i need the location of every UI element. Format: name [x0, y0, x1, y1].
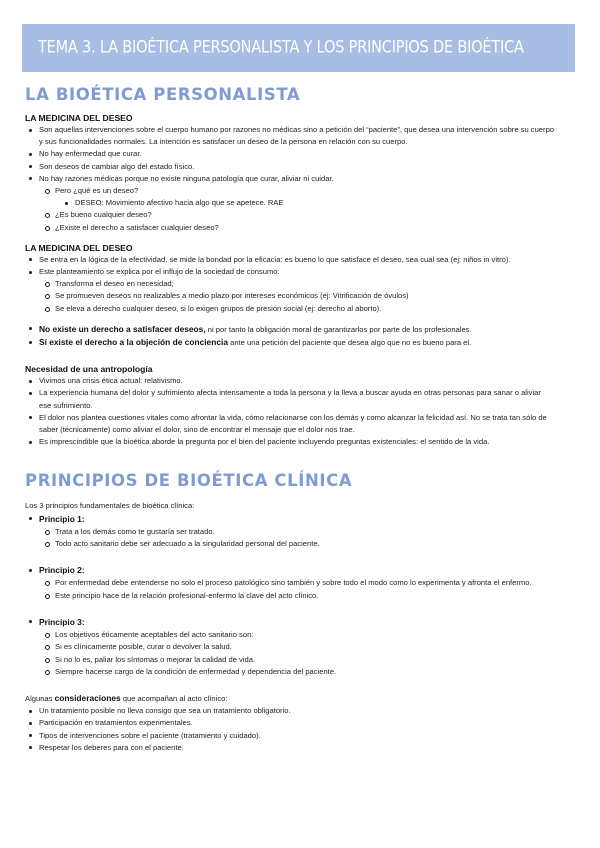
list-item	[25, 564, 555, 577]
sublist-deseo-question	[25, 185, 555, 197]
list-item: Si es clínicamente posible, curar o devolver la salud.	[41, 641, 555, 653]
principle-label: Principio 3:	[39, 616, 85, 627]
list-item: No hay razones médicas porque no existe ninguna patología que curar, aliviar ni cuidar.	[25, 173, 555, 185]
list-item: Tipos de intervenciones sobre el paciente (tratamiento y cuidado).	[25, 730, 555, 742]
document-body	[25, 84, 555, 754]
list-item: Este planteamiento se explica por el influjo de la sociedad de consumo:	[25, 266, 555, 278]
bold-statement: No existe un derecho a satisfacer deseos,	[39, 323, 206, 334]
list-item: ¿Existe el derecho a satisfacer cualquier deseo?	[41, 222, 555, 234]
bold-statement: Sí existe el derecho a la objeción de conciencia	[39, 337, 228, 348]
list-principio-3	[25, 616, 555, 629]
sublist-principio-1	[25, 526, 555, 550]
document-title: TEMA 3. LA BIOÉTICA PERSONALISTA Y LOS PRINCIPIOS DE BIOÉTICA	[38, 38, 524, 58]
list-item: Todo acto sanitario debe ser adecuado a la singularidad personal del paciente.	[41, 538, 555, 550]
list-item: Si no lo es, paliar los síntomas o mejorar la calidad de vida.	[41, 654, 555, 666]
list-item: DESEO: Movimiento afectivo hacia algo que se apetece. RAE	[61, 197, 555, 209]
subheading-medicina-deseo-2: LA MEDICINA DEL DESEO	[25, 242, 133, 253]
list-item: Trata a los demás como te gustaría ser tratado.	[41, 526, 555, 538]
statement-text: ante una petición del paciente que desea algo que no es bueno para el.	[227, 338, 472, 348]
list-item: Este principio hace de la relación profesional-enfermo la clave del acto clínico.	[41, 590, 555, 602]
list-item: Respetar los deberes para con el paciente.	[25, 742, 555, 754]
considerations-pre: Algunas	[25, 693, 55, 703]
list-item: Por enfermedad debe entenderse no solo el proceso patológico sino también y sobre todo el modo como lo experimenta y afronta el enfermo.	[41, 577, 555, 589]
subheading-antropologia: Necesidad de una antropología	[25, 364, 153, 375]
list-item: Se eleva a derecho cualquier deseo, si lo exigen grupos de presión social (ej: derecho al aborto).	[41, 303, 555, 315]
principle-label: Principio 1:	[39, 513, 85, 524]
list-item: Se promueven deseos no realizables a medio plazo por intereses económicos (ej: Vitrificación de óvulos)	[41, 290, 555, 302]
list-item: Participación en tratamientos experimentales.	[25, 717, 555, 729]
list-item	[25, 513, 555, 526]
list-item: Transforma el deseo en necesidad;	[41, 278, 555, 290]
list-item: Es imprescindible que la bioética aborde la pregunta por el bien del paciente incluyendo preguntas existenciales: el sentido de la vida.	[25, 436, 555, 448]
principle-label: Principio 2:	[39, 565, 85, 576]
list-antropologia	[25, 375, 555, 448]
sublist-deseo-definition	[25, 197, 555, 209]
list-item: Vivimos una crisis ética actual: relativismo.	[25, 375, 555, 387]
list-item: No hay enfermedad que curar.	[25, 148, 555, 160]
sublist-principio-3	[25, 629, 555, 678]
list-item: Son aquellas intervenciones sobre el cuerpo humano por razones no médicas sino a petición del “paciente”, que desea una intervención sobre su cuerpo y sus funcionalidades normales. La intención es satisfacer un deseo de la persona en relación con su cuerpo.	[25, 124, 555, 148]
sublist-deseo-questions	[25, 209, 555, 233]
principles-intro: Los 3 principios fundamentales de bioética clínica:	[25, 501, 195, 511]
list-item: Se entra en la lógica de la efectividad, se mide la bondad por la eficacia: es bueno lo que satisface el deseo, sea cual sea (ej: niños in vitro).	[25, 254, 555, 266]
list-item	[25, 336, 555, 349]
list-item	[25, 616, 555, 629]
list-item: ¿Es bueno cualquier deseo?	[41, 209, 555, 221]
list-derechos	[25, 323, 555, 349]
list-item	[25, 323, 555, 336]
considerations-bold: consideraciones	[54, 692, 121, 703]
subheading-medicina-deseo-1: LA MEDICINA DEL DESEO	[25, 113, 133, 123]
list-item: El dolor nos plantea cuestiones vitales como afrontar la vida, cómo relacionarse con los demás y como alcanzar la felicidad así. No se trata tan sólo de saber (técnicamente) como aliviar el dolor, sino de encontrar el mensaje que el dolor nos trae.	[25, 412, 555, 436]
list-medicina-deseo-2	[25, 254, 555, 278]
list-item: Los objetivos éticamente aceptables del acto sanitario son:	[41, 629, 555, 641]
list-item: Pero ¿qué es un deseo?	[41, 185, 555, 197]
list-consideraciones	[25, 705, 555, 754]
sublist-sociedad-consumo	[25, 278, 555, 315]
header-banner	[22, 24, 575, 72]
sublist-principio-2	[25, 577, 555, 601]
list-item: Son deseos de cambiar algo del estado físico.	[25, 161, 555, 173]
list-item: Un tratamiento posible no lleva consigo que sea un tratamiento obligatorio.	[25, 705, 555, 717]
list-principio-2	[25, 564, 555, 577]
section-title-principios: PRINCIPIOS DE BIOÉTICA CLÍNICA	[25, 471, 353, 491]
list-principio-1	[25, 513, 555, 526]
considerations-intro	[25, 692, 555, 705]
list-item: La experiencia humana del dolor y sufrimiento afecta intensamente a toda la persona y la lleva a buscar ayuda en otras personas para sanar o aliviar ese sufrimiento.	[25, 387, 555, 411]
list-medicina-deseo-1	[25, 124, 555, 185]
considerations-post: que acompañan al acto clínico:	[120, 693, 228, 703]
list-item: Siempre hacerse cargo de la condición de enfermedad y dependencia del paciente.	[41, 666, 555, 678]
statement-text: ni por tanto la obligación moral de garantizarlos por parte de los profesionales.	[205, 324, 472, 334]
section-title-bioetica-personalista: LA BIOÉTICA PERSONALISTA	[25, 85, 301, 104]
